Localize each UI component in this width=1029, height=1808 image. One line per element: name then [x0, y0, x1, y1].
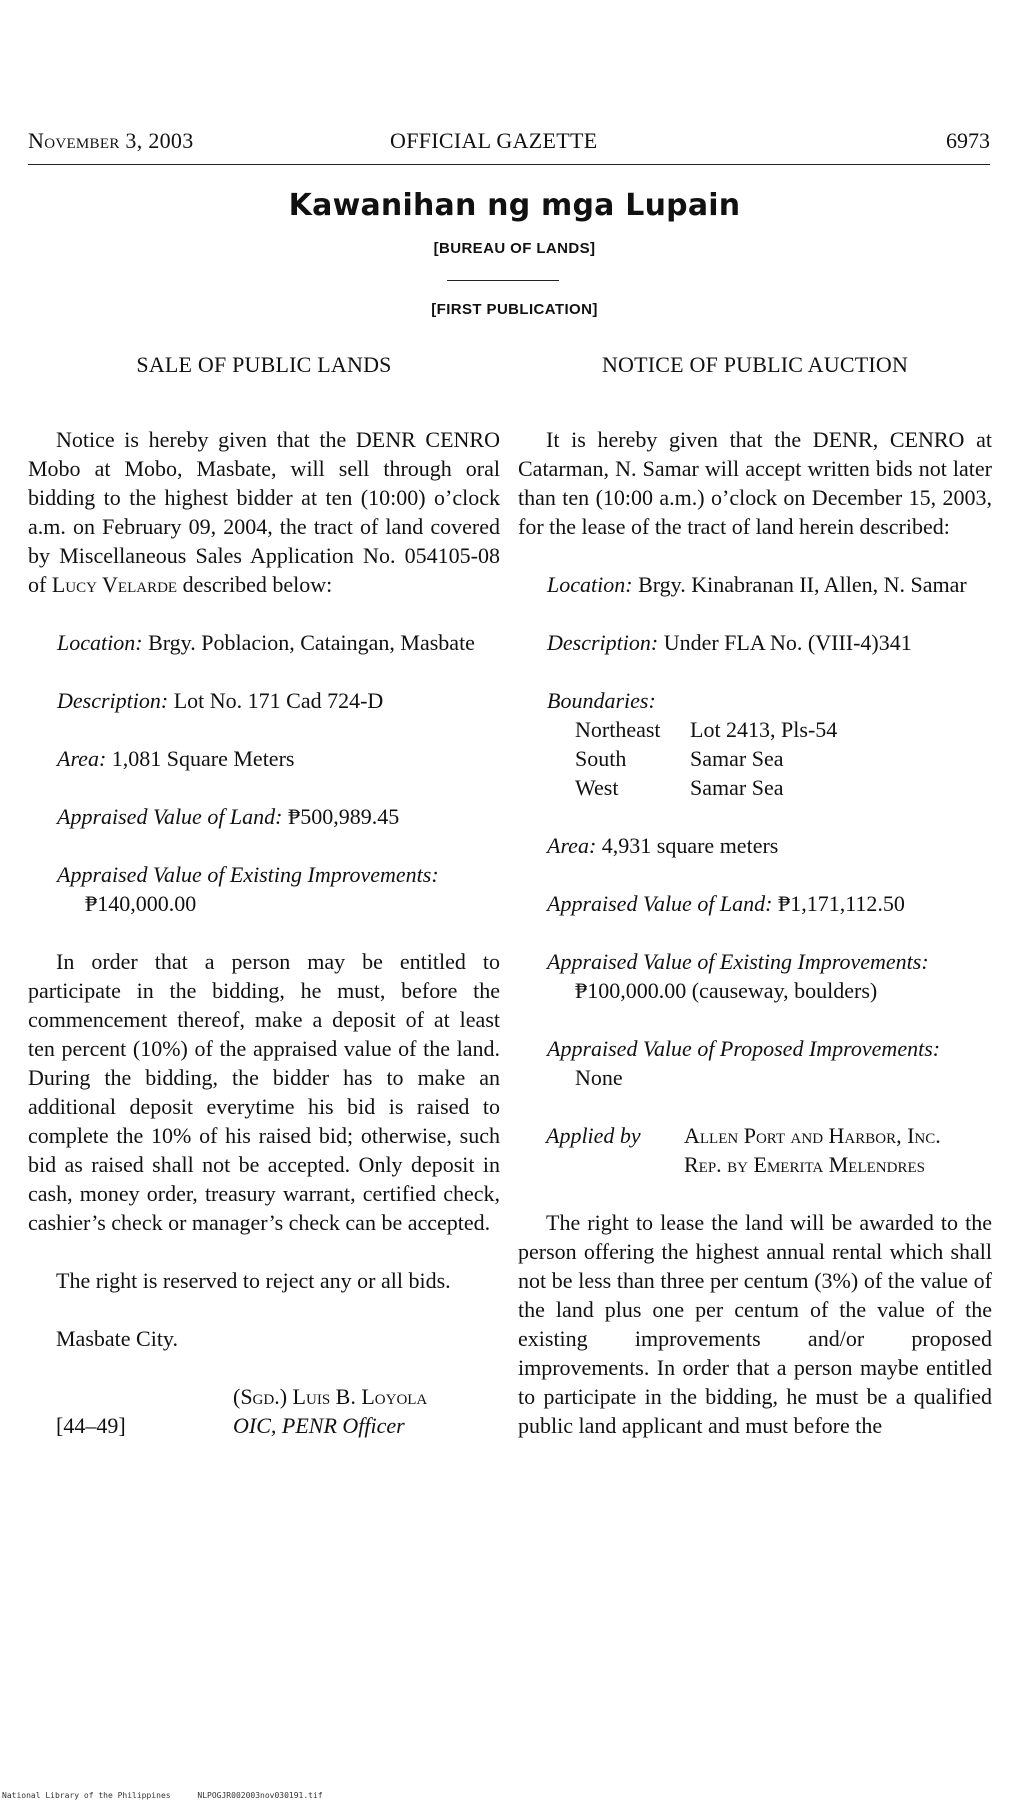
- field-value: ₱100,000.00 (causeway, boulders): [575, 978, 878, 1003]
- sale-reservation: The right is reserved to reject any or all bids.: [56, 1268, 451, 1293]
- signatory-title: OIC, PENR Officer: [233, 1413, 405, 1438]
- boundary-row: [575, 773, 992, 802]
- boundaries-block: [518, 686, 992, 802]
- signature-block: [28, 1382, 500, 1442]
- sale-description: [28, 686, 500, 715]
- library-credit: National Library of the Philippines: [2, 1791, 171, 1800]
- field-label: Area:: [57, 746, 107, 771]
- sale-location: [28, 628, 500, 657]
- auction-area: [518, 831, 992, 860]
- field-value: ₱1,171,112.50: [778, 891, 905, 916]
- field-label: Description:: [547, 630, 659, 655]
- agency-title: Kawanihan ng mga Lupain: [288, 188, 741, 223]
- sale-intro-end: described below:: [182, 572, 333, 597]
- field-value: 4,931 square meters: [601, 833, 779, 858]
- signatory-name: (Sgd.) Luis B. Loyola: [233, 1384, 428, 1409]
- boundary-direction: Northeast: [575, 717, 661, 742]
- field-value: Under FLA No. (VIII-4)341: [663, 630, 912, 655]
- auction-notice-title: NOTICE OF PUBLIC AUCTION: [601, 352, 909, 377]
- boundary-row: [575, 744, 992, 773]
- auction-description: [518, 628, 992, 657]
- field-value: Brgy. Poblacion, Cataingan, Masbate: [148, 630, 475, 655]
- agency-subtitle: [BUREAU OF LANDS]: [433, 240, 596, 257]
- sale-improvements-value: [28, 860, 500, 918]
- field-label: Appraised Value of Existing Improvements:: [57, 862, 439, 887]
- auction-intro-paragraph: It is hereby given that the DENR, CENRO at Catarman, N. Samar will accept written bids not later than ten (10:00 a.m.) o’clock on December 15, 2003, for the lease of the tract of land herein described:: [518, 427, 992, 539]
- applicant-block: [518, 1121, 992, 1179]
- publication-note: [FIRST PUBLICATION]: [431, 301, 598, 318]
- auction-land-value: [518, 889, 992, 918]
- boundary-value: Samar Sea: [690, 775, 784, 800]
- applicant-company: Allen Port and Harbor, Inc.: [684, 1123, 941, 1148]
- sale-intro-paragraph: [28, 425, 500, 599]
- applicant-details: [684, 1121, 941, 1179]
- field-label: Appraised Value of Land:: [57, 804, 283, 829]
- boundary-direction: South: [575, 746, 627, 771]
- applied-by-label: Applied by: [546, 1123, 641, 1148]
- auction-notice-column: [518, 350, 992, 1440]
- sale-deposit-paragraph: In order that a person may be entitled to participate in the bidding, he must, before the commencement thereof, make a deposit of at least ten percent (10%) of the appraised value of the land. During the bidding, the bidder has to make an additional deposit everytime his bid is raised to complete the 10% of his raised bid; otherwise, such bid as raised shall not be accepted. Only deposit in cash, money order, treasury warrant, certified check, cashier’s check or manager’s check can be accepted.: [28, 949, 500, 1235]
- header-rule: [28, 164, 990, 165]
- field-value: Brgy. Kinabranan II, Allen, N. Samar: [638, 572, 967, 597]
- issue-date: November 3, 2003: [28, 128, 194, 153]
- boundaries-label: Boundaries:: [547, 688, 656, 713]
- field-label: Appraised Value of Proposed Improvements:: [547, 1036, 941, 1061]
- publication-name: OFFICIAL GAZETTE: [390, 128, 598, 153]
- field-label: Appraised Value of Land:: [547, 891, 773, 916]
- auction-proposed-improvements: [518, 1034, 992, 1092]
- field-value: 1,081 Square Meters: [111, 746, 295, 771]
- auction-improvements-value: [518, 947, 992, 1005]
- scan-filename: NLPOGJR002003nov030191.tif: [197, 1791, 323, 1800]
- sale-place: Masbate City.: [56, 1326, 178, 1351]
- sale-intro-text: Notice is hereby given that the DENR CENRO Mobo at Mobo, Masbate, will sell through oral bidding to the highest bidder at ten (10:00) o’clock a.m. on February 09, 2004, the tract of land covered by Miscellaneous Sales Application No. 054105-08 of: [28, 427, 500, 597]
- page-number: 6973: [946, 128, 990, 153]
- sale-land-value: [28, 802, 500, 831]
- field-label: Area:: [547, 833, 597, 858]
- boundary-direction: West: [575, 775, 619, 800]
- field-value: ₱140,000.00: [85, 891, 197, 916]
- field-value: ₱500,989.45: [288, 804, 400, 829]
- reference-number: [44–49]: [56, 1413, 126, 1438]
- field-value: None: [575, 1065, 623, 1090]
- boundary-value: Lot 2413, Pls-54: [690, 717, 838, 742]
- auction-award-paragraph: The right to lease the land will be awarded to the person offering the highest annual rental which shall not be less than three per centum (3%) of the value of the land plus one per centum of the value of the existing improvements and/or proposed improvements. In order that a person maybe entitled to participate in the bidding, he must be a qualified public land applicant and must before the: [518, 1210, 992, 1438]
- field-label: Description:: [57, 688, 169, 713]
- section-divider: [447, 280, 559, 281]
- boundary-row: [575, 715, 992, 744]
- auction-location: [518, 570, 992, 599]
- field-value: Lot No. 171 Cad 724-D: [173, 688, 384, 713]
- running-head: [28, 128, 990, 154]
- boundary-value: Samar Sea: [690, 746, 784, 771]
- field-label: Location:: [547, 572, 633, 597]
- applicant-representative: Rep. by Emerita Melendres: [684, 1152, 925, 1177]
- field-label: Location:: [57, 630, 143, 655]
- applicant-name: Lucy Velarde: [51, 572, 178, 597]
- sale-notice-title: SALE OF PUBLIC LANDS: [136, 352, 392, 377]
- sale-area: [28, 744, 500, 773]
- field-label: Appraised Value of Existing Improvements:: [547, 949, 929, 974]
- sale-notice-column: [28, 350, 500, 1442]
- scan-footer: [2, 1791, 323, 1800]
